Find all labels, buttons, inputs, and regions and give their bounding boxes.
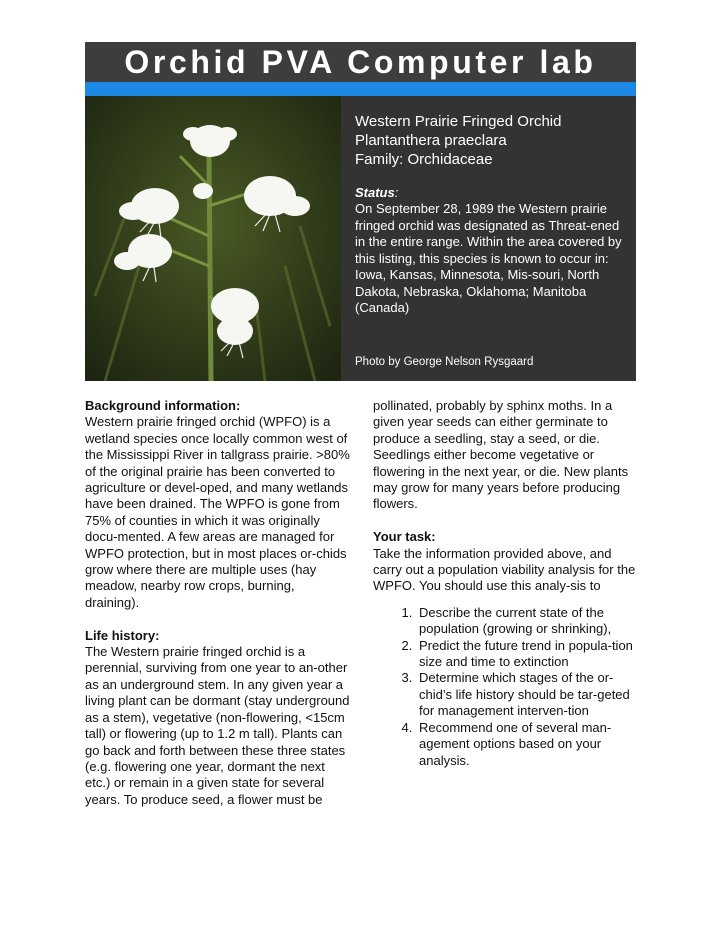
right-column (373, 398, 638, 769)
status-text: On September 28, 1989 the Western prairie fringed orchid was designated as Threat-ened in the entire range. Within the area covered by this listing, this species is known to occur in: Iowa, Kansas, Minnesota, Mis-souri, North Dakota, Nebraska, Oklahoma; Manitoba (Canada) (355, 201, 622, 315)
task-item: 4. Recommend one of several man-agement options based on your analysis. (416, 720, 638, 769)
photo-credit: Photo by George Nelson Rysgaard (355, 356, 534, 368)
task-item: 3. Determine which stages of the or-chid’s life history should be tar-geted for management interven-tion (416, 670, 638, 719)
common-name: Western Prairie Fringed Orchid (355, 113, 562, 130)
accent-bar (85, 82, 636, 96)
status-colon: : (394, 185, 399, 200)
latin-name: Plantanthera praeclara (355, 132, 507, 149)
task-item: 1. Describe the current state of the population (growing or shrinking), (416, 605, 638, 638)
life-history-text: The Western prairie fringed orchid is a perennial, surviving from one year to an-other as an underground stem. In any given year a living plant can be dormant (stay underground as a stem), vegetative (non-flowering, <15cm tall) or flowering (up to 1.2 m tall). Plants can go back and forth between these three states (e.g. flowering one year, dormant the next etc.) or remain in a given state for several years. To produce seed, a flower must be (85, 644, 350, 807)
task-heading: Your task: (373, 529, 436, 545)
task-item: 2. Predict the future trend in popula-tion size and time to extinction (416, 638, 638, 671)
orchid-photo (85, 96, 341, 381)
status-label-text: Status (355, 185, 395, 200)
task-text: Take the information provided above, and carry out a population viability analysis for the WPFO. You should use this analy-sis to (373, 545, 636, 594)
background-text: Western prairie fringed orchid (WPFO) is a wetland species once locally common west of the Mississippi River in tallgrass prairie. >80% of the original prairie has been converted to agriculture or devel-oped, and many wetlands have been drained. The WPFO is gone from 75% of counties in which it was originally docu-mented. A few areas are managed for WPFO protection, but in most places or-chids grow where there are multiple uses (hay meadow, nearby row crops, burning, draining). (85, 414, 350, 610)
left-column (85, 398, 350, 808)
family-name: Family: Orchidaceae (355, 151, 493, 168)
status-label (355, 185, 622, 201)
species-info-panel (341, 96, 636, 381)
life-history-heading: Life history: (85, 627, 160, 643)
life-history-continued: pollinated, probably by sphinx moths. In a given year seeds can either germinate to produce a seedling, stay a seed, or die. Seedlings either become vegetative or flowering in the next year, or die. New plants may grow for many years before producing flowers. (373, 398, 629, 512)
task-list (373, 605, 638, 769)
page-title: Orchid PVA Computer lab (124, 43, 597, 80)
page-header (85, 42, 636, 82)
background-heading: Background information: (85, 398, 241, 413)
